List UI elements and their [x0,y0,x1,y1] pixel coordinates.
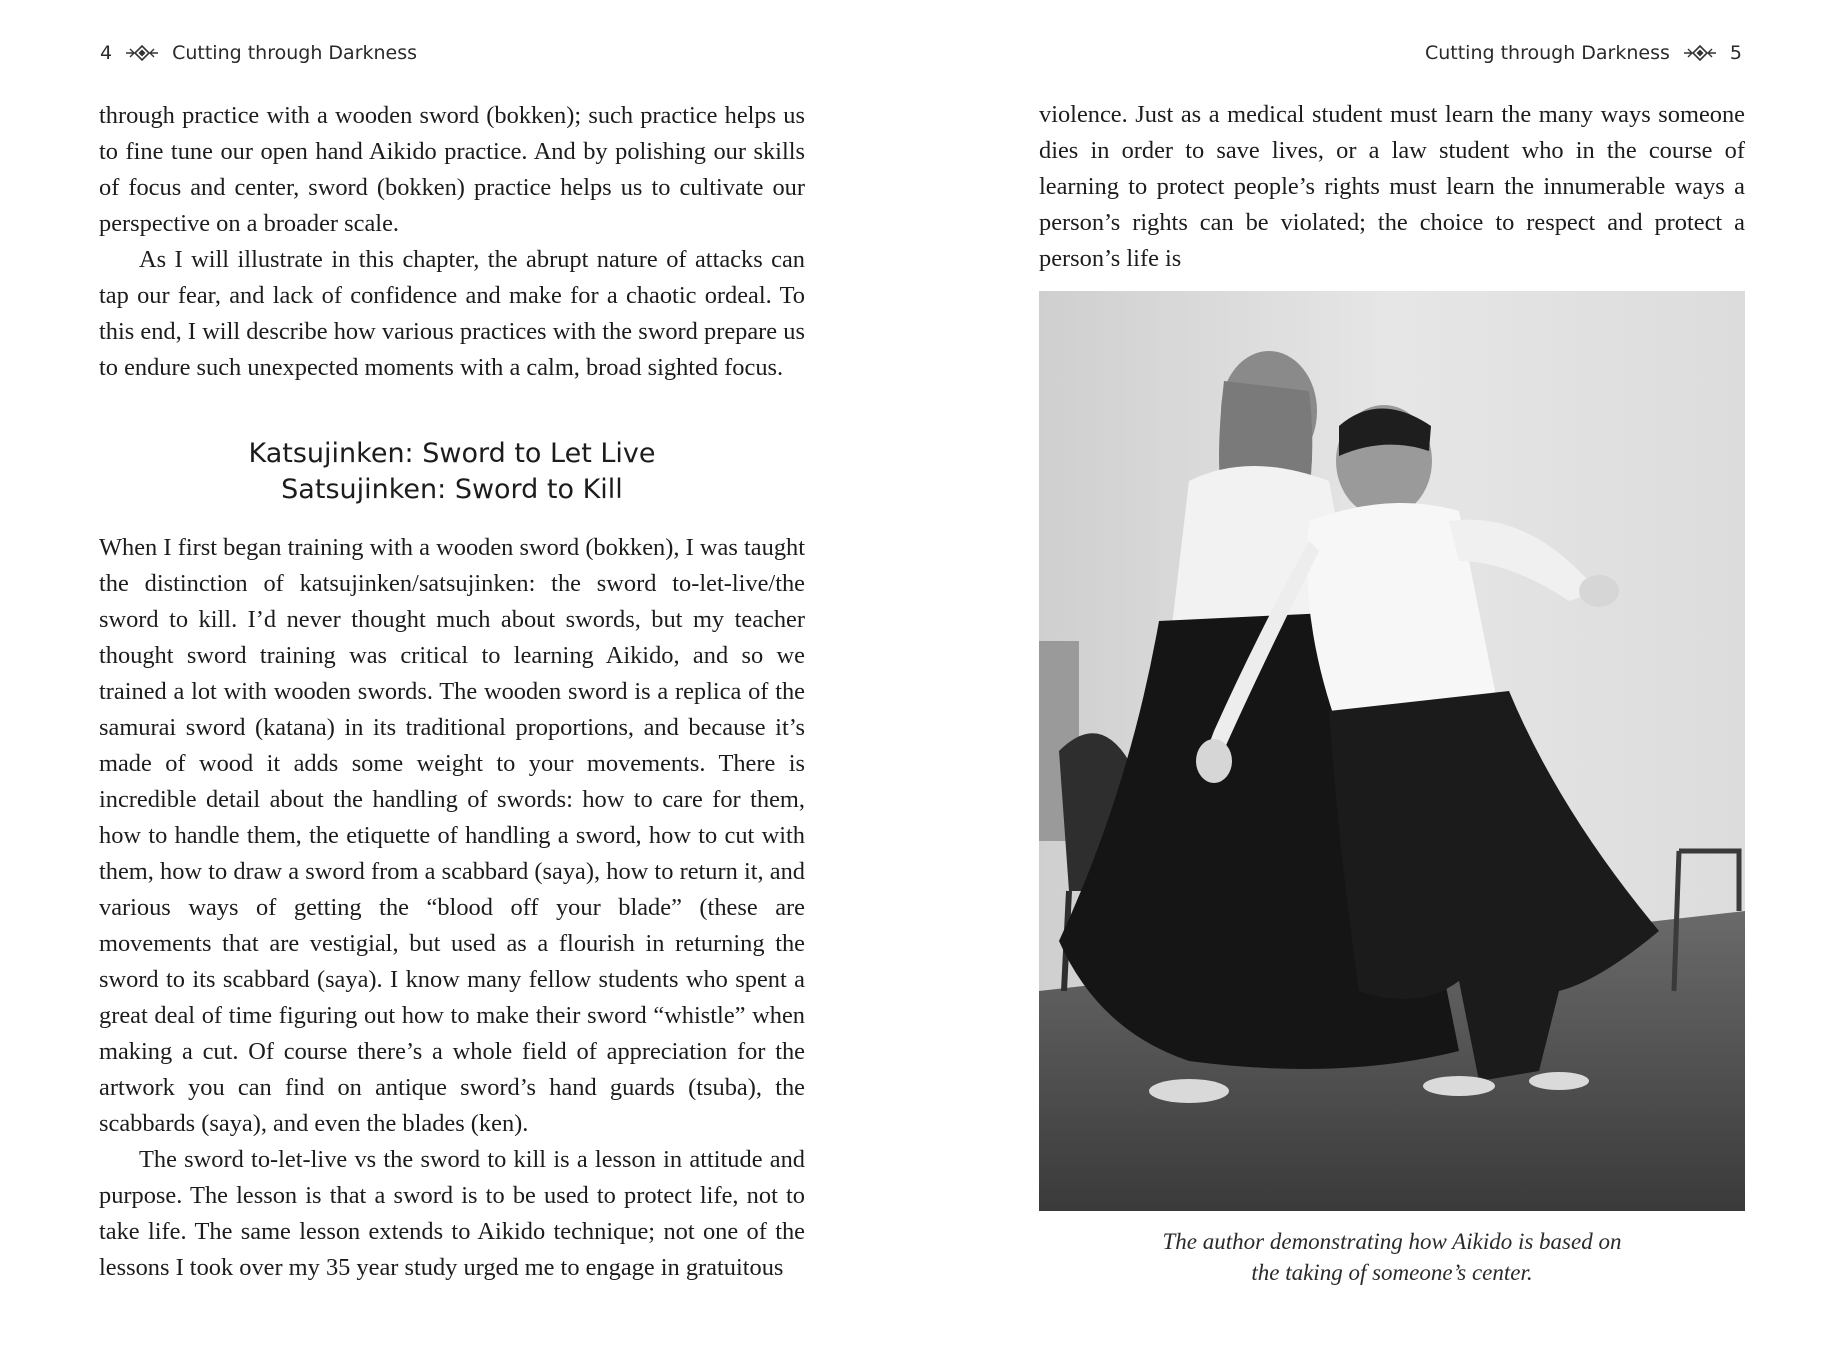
right-running-title: Cutting through Darkness [1424,42,1670,64]
caption-line-2: the taking of someone’s center. [1251,1260,1533,1285]
section-text [99,530,805,1286]
left-running-head [100,42,417,64]
ornament-icon [124,45,160,61]
continuation-text [1039,97,1745,277]
aikido-photo-image [1039,291,1745,1211]
left-running-title: Cutting through Darkness [172,42,418,64]
intro-text [99,98,805,386]
section-heading-line-1: Katsujinken: Sword to Let Live [248,438,656,469]
intro-paragraph-2: As I will illustrate in this chapter, the abrupt nature of attacks can tap our fear, and lack of confidence and make for a chaotic ordeal. To this end, I will describe how various practices with the sword prepare us to endure such unexpected moments with a calm, broad sighted focus. [99,246,805,381]
section-paragraph-2: The sword to-let-live vs the sword to kill is a lesson in attitude and purpose. The lesson is that a sword is to be used to protect life, not to take life. The same lesson extends to Aikido technique; not one of the lessons I took over my 35 year study urged me to engage in gratuitous [99,1146,805,1281]
left-page-number: 4 [100,42,113,64]
section-heading-line-2: Satsujinken: Sword to Kill [281,474,623,505]
section-paragraph-1: When I first began training with a wooden sword (bokken), I was taught the distinction of katsujinken/satsujinken: the sword to-let-live/the sword to kill. I’d never thought much about swords, but my teacher thought sword training was critical to learning Aikido, and so we trained a lot with wooden swords. The wooden sword is a replica of the samurai sword (katana) in its traditional proportions, and because it’s made of wood it adds some weight to your movements. There is incredible detail about the handling of swords: how to care for them, how to handle them, the etiquette of handling a sword, how to cut with them, how to draw a sword from a scabbard (saya), how to return it, and various ways of getting the “blood off your blade” (these are movements that are vestigial, but used as a flourish in returning the sword to its scabbard (saya). I know many fellow students who spent a great deal of time figuring out how to make their sword “whistle” when making a cut. Of course there’s a whole field of appreciation for the artwork you can find on antique sword’s hand guards (tsuba), the scabbards (saya), and even the blades (ken). [99,534,805,1137]
right-running-head [1425,42,1742,64]
intro-paragraph-1: through practice with a wooden sword (bokken); such practice helps us to fine tune our open hand Aikido practice. And by polishing our skills of focus and center, sword (bokken) practice helps us to cultivate our perspective on a broader scale. [99,102,805,237]
section-heading [99,436,805,508]
ornament-icon [1682,45,1718,61]
right-page-number: 5 [1729,42,1742,64]
caption-line-1: The author demonstrating how Aikido is based on [1162,1229,1622,1254]
right-page [915,0,1830,1372]
aikido-photo [1039,291,1745,1211]
continuation-paragraph: violence. Just as a medical student must learn the many ways someone dies in order to save lives, or a law student who in the course of learning to protect people’s rights must learn the innumerable ways a person’s rights can be violated; the choice to respect and protect a person’s life is [1039,101,1745,272]
photo-caption [1039,1226,1745,1288]
